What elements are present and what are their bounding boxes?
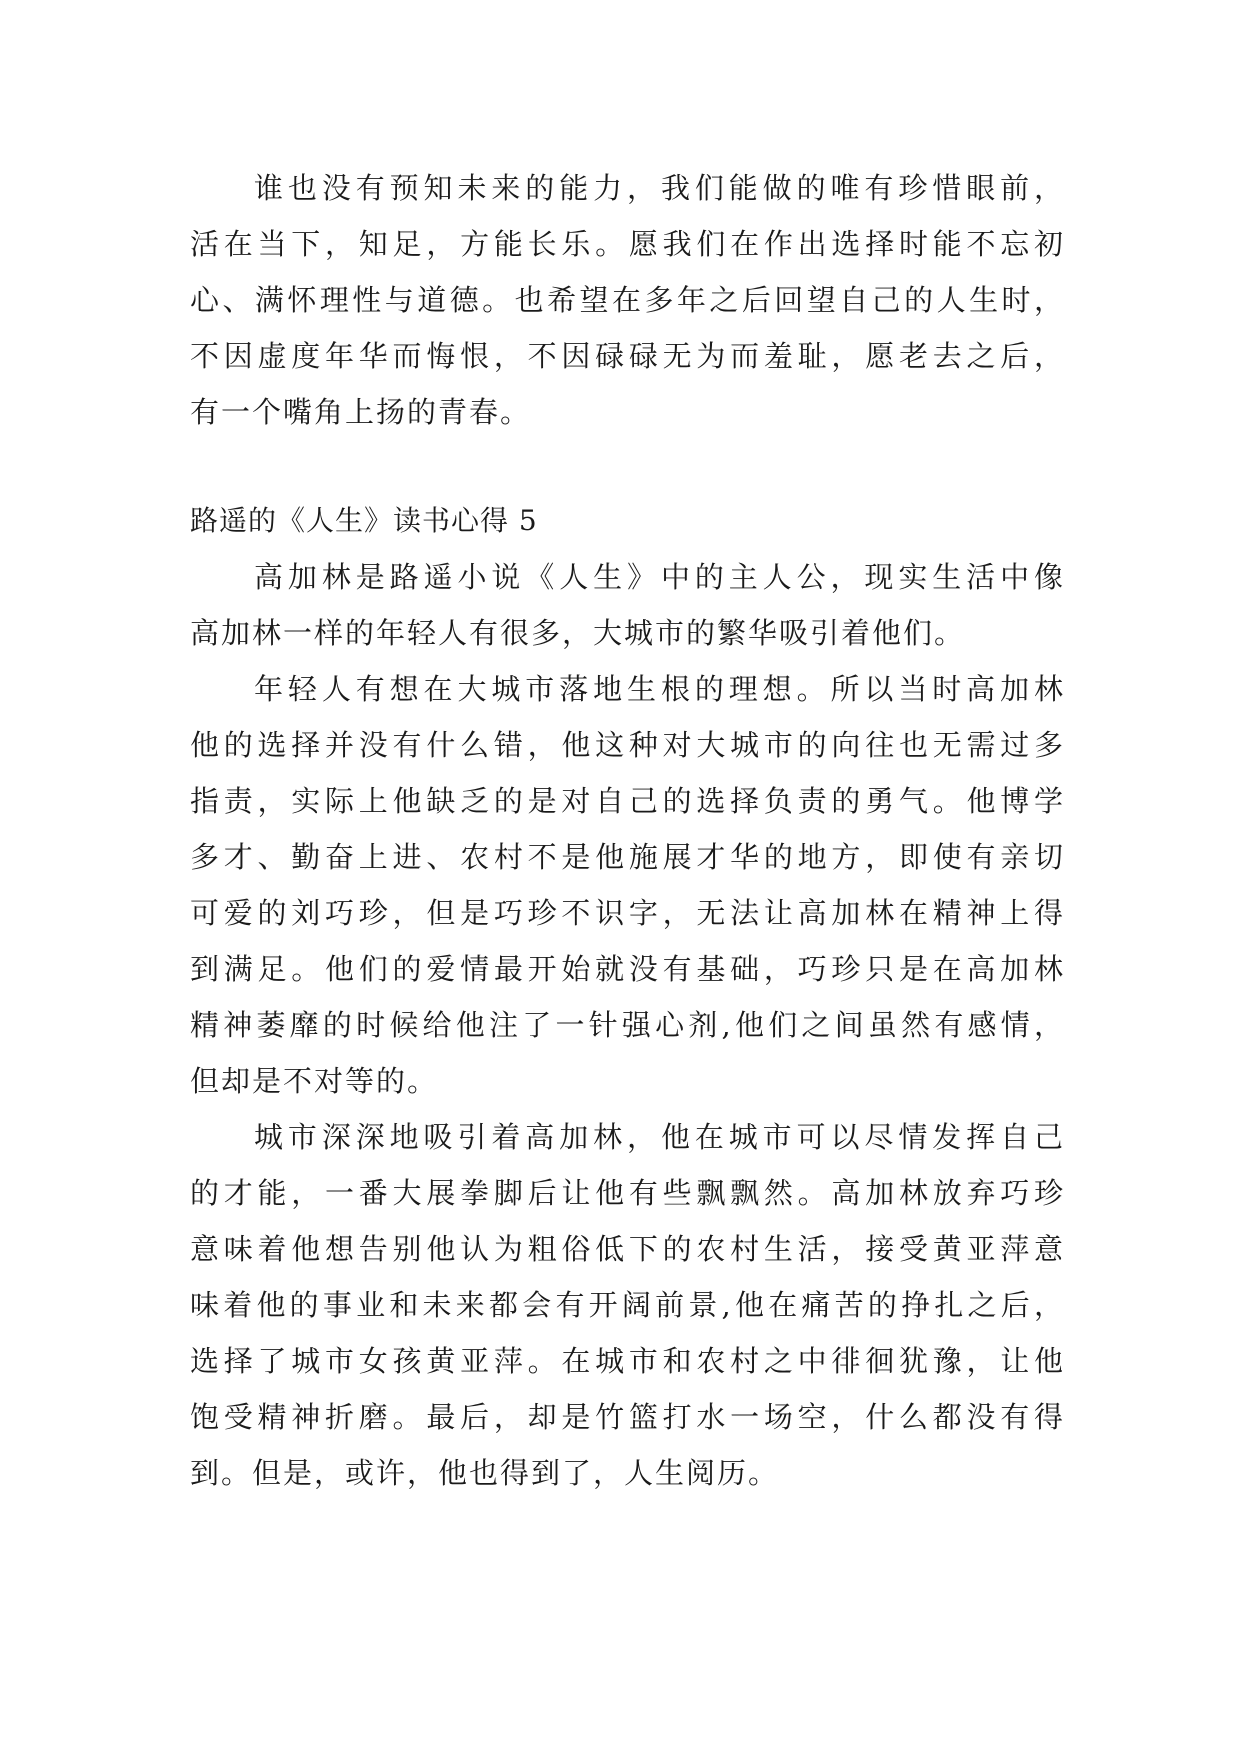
text-line: 到。但是，或许，他也得到了，人生阅历。 (190, 1456, 780, 1490)
text-line: 精神萎靡的时候给他注了一针强心剂,他们之间虽然有感情， (190, 1008, 1065, 1042)
text-line: 高加林一样的年轻人有很多，大城市的繁华吸引着他们。 (190, 616, 966, 650)
spacer (190, 440, 1065, 493)
text-line: 多才、勤奋上进、农村不是他施展才华的地方，即使有亲切 (190, 840, 1065, 874)
paragraph (190, 549, 1065, 661)
text-line: 活在当下，知足，方能长乐。愿我们在作出选择时能不忘初 (190, 227, 1065, 261)
text-line: 谁也没有预知未来的能力，我们能做的唯有珍惜眼前， (254, 171, 1065, 205)
text-line: 可爱的刘巧珍，但是巧珍不识字，无法让高加林在精神上得 (190, 896, 1065, 930)
text-line: 选择了城市女孩黄亚萍。在城市和农村之中徘徊犹豫，让他 (190, 1344, 1065, 1378)
text-line: 年轻人有想在大城市落地生根的理想。所以当时高加林 (254, 672, 1065, 706)
text-line: 有一个嘴角上扬的青春。 (190, 395, 532, 429)
text-line: 指责，实际上他缺乏的是对自己的选择负责的勇气。他博学 (190, 784, 1065, 818)
text-line: 的才能，一番大展拳脚后让他有些飘飘然。高加林放弃巧珍 (190, 1176, 1065, 1210)
text-line: 但却是不对等的。 (190, 1064, 439, 1098)
text-line: 高加林是路遥小说《人生》中的主人公，现实生活中像 (254, 560, 1065, 594)
section-title: 路遥的《人生》读书心得 5 (190, 504, 538, 537)
document-body (190, 160, 1065, 1501)
text-line: 味着他的事业和未来都会有开阔前景,他在痛苦的挣扎之后， (190, 1288, 1065, 1322)
paragraph-closing (190, 160, 1065, 440)
text-line: 不因虚度年华而悔恨，不因碌碌无为而羞耻，愿老去之后， (190, 339, 1065, 373)
text-line: 心、满怀理性与道德。也希望在多年之后回望自己的人生时， (190, 283, 1065, 317)
paragraph (190, 1109, 1065, 1501)
text-line: 他的选择并没有什么错，他这种对大城市的向往也无需过多 (190, 728, 1065, 762)
paragraph (190, 661, 1065, 1109)
text-line: 到满足。他们的爱情最开始就没有基础，巧珍只是在高加林 (190, 952, 1065, 986)
text-line: 城市深深地吸引着高加林，他在城市可以尽情发挥自己 (254, 1120, 1065, 1154)
text-line: 意味着他想告别他认为粗俗低下的农村生活，接受黄亚萍意 (190, 1232, 1065, 1266)
text-line: 饱受精神折磨。最后，却是竹篮打水一场空，什么都没有得 (190, 1400, 1065, 1434)
